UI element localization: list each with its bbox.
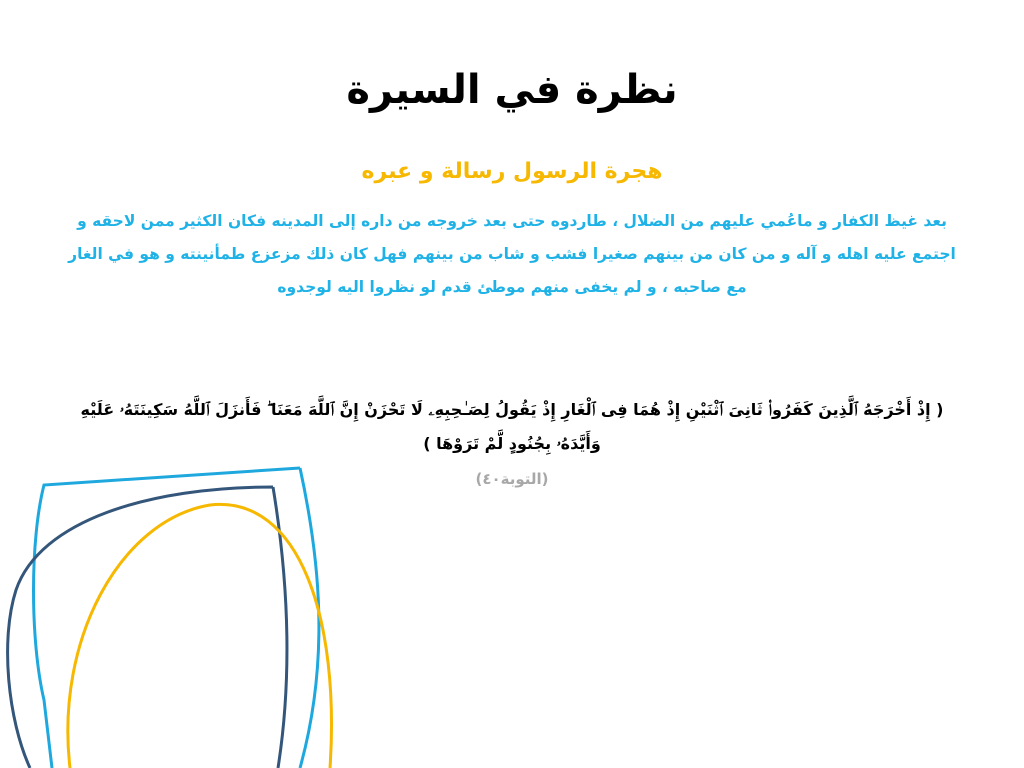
slide-title: نظرة في السيرة — [346, 67, 678, 113]
quran-verse: ( إِذْ أَخْرَجَهُ ٱلَّذِينَ كَفَرُوا۟ ثَانِىَ ٱثْنَيْنِ إِذْ هُمَا فِى ٱلْغَارِ إِذْ يَقُولُ لِصَـٰحِبِهِۦ لَا تَحْزَنْ إِنَّ ٱللَّهَ مَعَنَا ۖ فَأَنزَلَ ٱللَّهُ سَكِينَتَهُۥ عَلَيْهِ وَأَيَّدَهُۥ بِجُنُودٍ لَّمْ تَرَوْهَا ) — [80, 400, 944, 453]
gold-circle-shape — [68, 504, 332, 768]
verse-reference: (التوبة٤٠) — [475, 470, 549, 488]
slide-subtitle: هجرة الرسول رسالة و عبره — [361, 159, 663, 184]
navy-teardrop-shape — [8, 487, 287, 768]
slide-body-text: بعد غيظ الكفار و ماعُمي عليهم من الضلال ، طاردوه حتى بعد خروجه من داره إلى المدينه فكان الكثير ممن لاحقه و اجتمع عليه اهله و آله و من كان من بينهم صغيرا فشب و شاب من بينهم فهل كان ذلك مزعزع طمأنينته و هو في الغار مع صاحبه ، و لم يخفى منهم موطئ قدم لو نظروا اليه لوجدوه — [68, 212, 956, 296]
